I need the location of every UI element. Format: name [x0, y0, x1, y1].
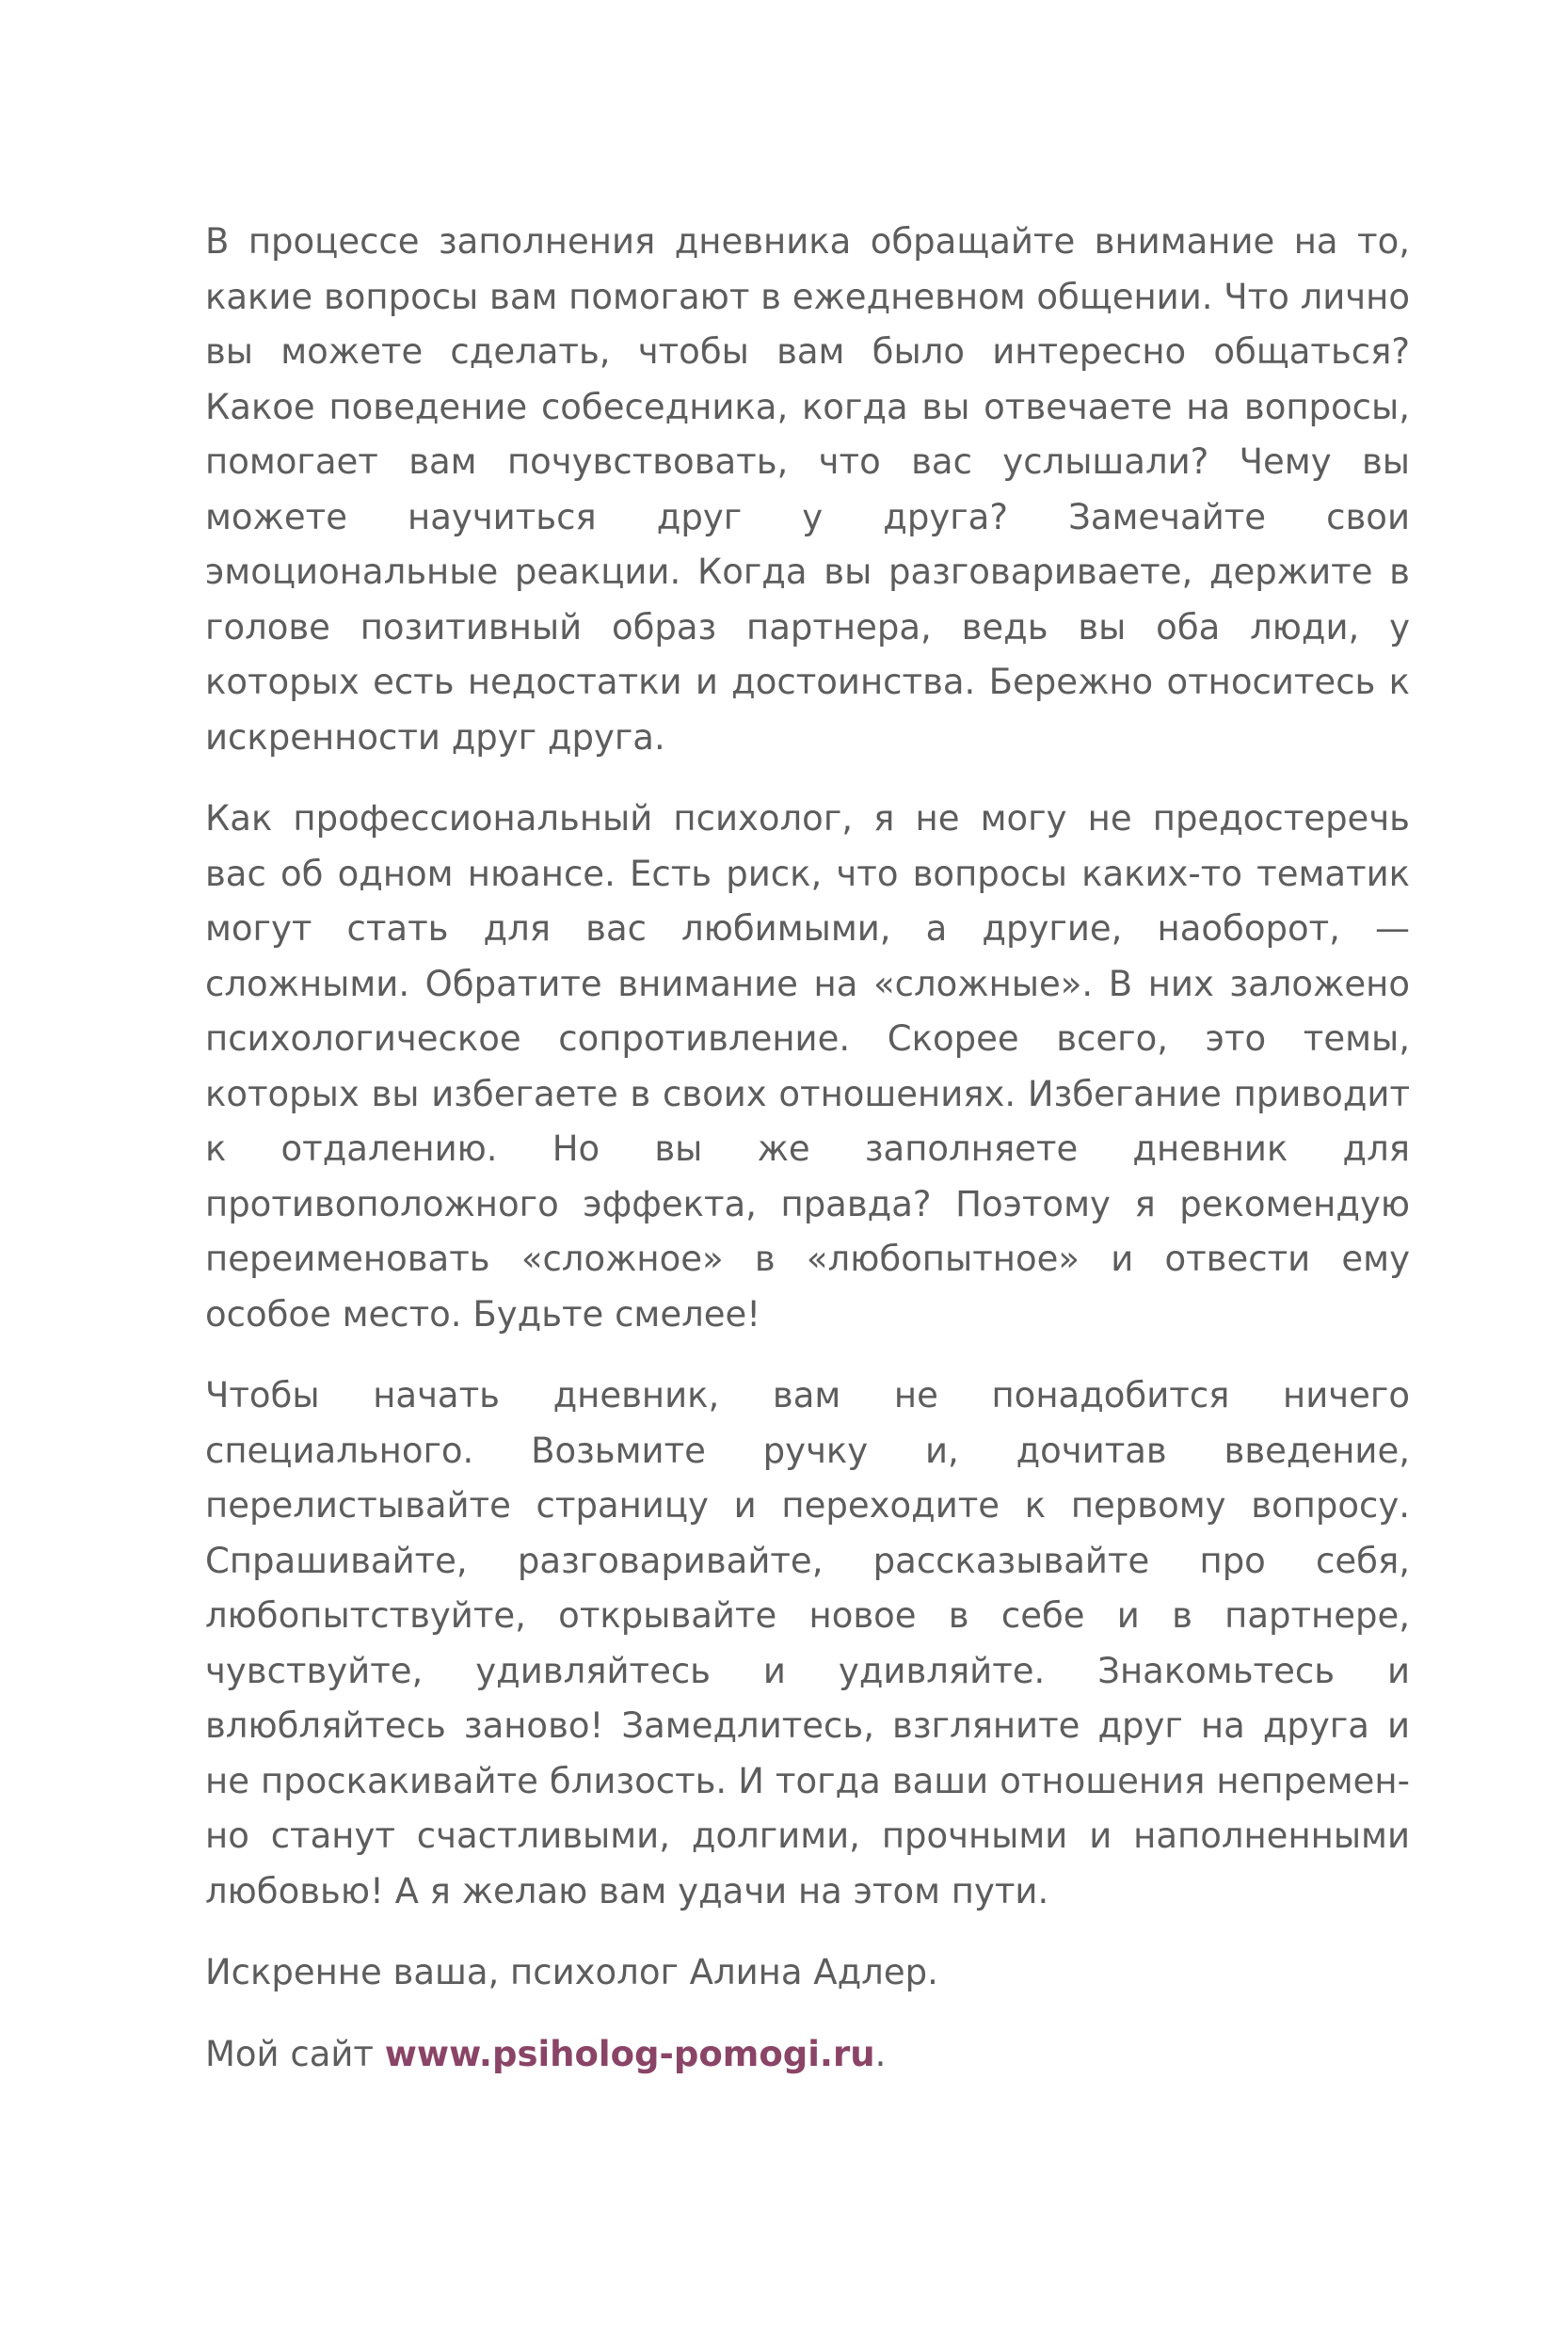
paragraph-psychologist-warning: Как профессиональный психолог, я не могу не предостеречь вас об одном нюансе. Есть риск, что вопросы каких-то тематик могут стать для вас любимыми, а другие, наоборот, — сложными. Обратите внимание на «сложные». В них заложено психологическое сопротивление. Скорее всего, это темы, которых вы избегаете в своих отношениях. Избегание приводит к отдалению. Но вы же заполняете дневник для противоположного эффекта, правда? Поэтому я рекомендую переименовать «сложное» в «любопытное» и отвести ему особое место. Будьте смелее!: [205, 798, 1410, 1335]
document-page: [205, 215, 1410, 2108]
site-link[interactable]: www.psiholog-pomogi.ru: [384, 2033, 875, 2074]
site-suffix: .: [874, 2033, 887, 2074]
paragraph-how-to-start: Чтобы начать дневник, вам не понадобится ничего специального. Возьмите ручку и, дочитав введение, перелистывайте страницу и переходите к первому вопросу. Спрашивайте, разговаривайте, рассказывайте про себя, любопытствуйте, открывайте новое в себе и в партнере, чувствуйте, удивляйтесь и удивляйте. Знакомьтесь и влюбляйтесь заново! Замедлитесь, взгляните друг на друга и не проскакивайте близость. И тогда ваши отношения непременно станут счастливыми, долгими, прочными и наполненными любовью! А я желаю вам удачи на этом пути.: [205, 1375, 1410, 1911]
paragraph-diary-tips: В процессе заполнения дневника обращайте внимание на то, какие вопросы вам помогают в ежедневном общении. Что лично вы можете сделать, чтобы вам было интересно общаться? Какое поведение собеседника, когда вы отвечаете на вопросы, помогает вам почувствовать, что вас услышали? Чему вы можете научиться друг у друга? Замечайте свои эмоциональные реакции. Когда вы разговариваете, держите в голове позитивный образ партнера, ведь вы оба люди, у которых есть недостатки и достоинства. Бережно относитесь к искренности друг друга.: [205, 221, 1410, 758]
site-line: [205, 2027, 1410, 2083]
signature: Искренне ваша, психолог Алина Адлер.: [205, 1952, 938, 1992]
site-prefix: Мой сайт: [205, 2033, 385, 2074]
